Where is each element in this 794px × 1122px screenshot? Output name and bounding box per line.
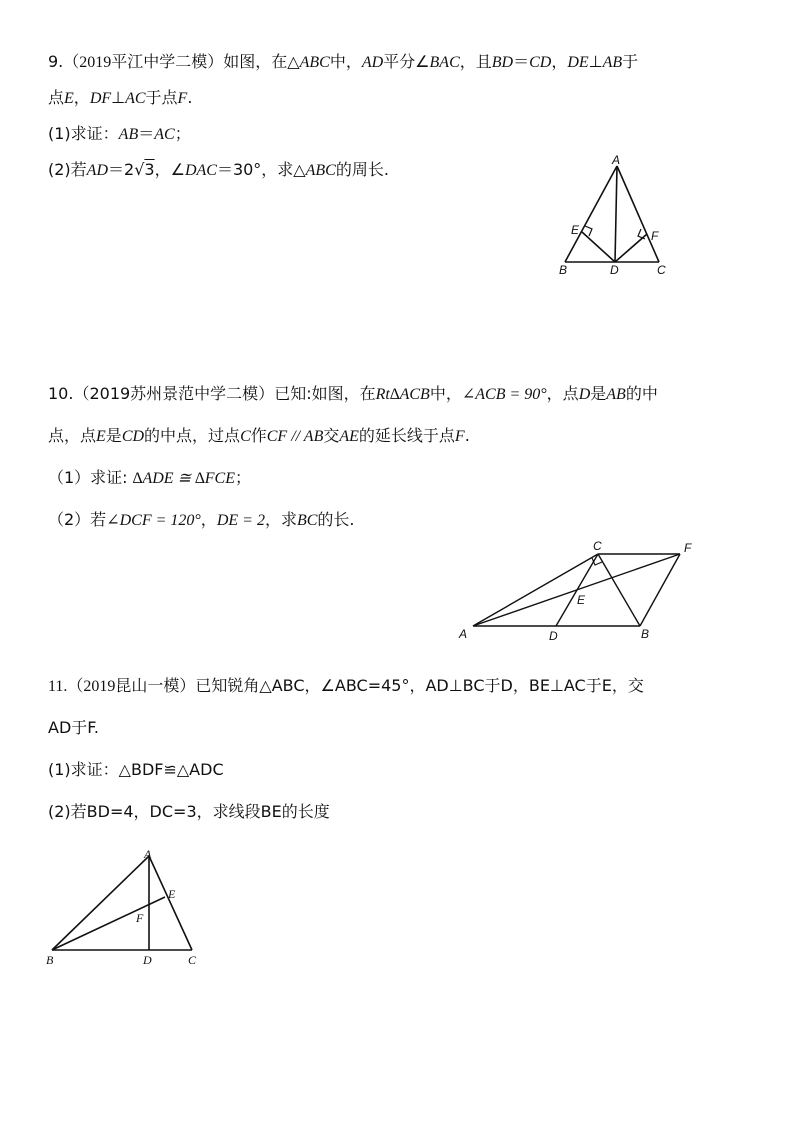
q10-label-b: B <box>641 627 650 641</box>
q11-figure <box>42 840 212 970</box>
q11-part-2: (2)若BD=4，DC=3，求线段BE的长度 <box>48 802 330 821</box>
q10-source: （2019苏州景范中学二模） <box>73 384 275 403</box>
q9-line-1: 9.（2019平江中学二模）如图，在△ABC中，AD平分∠BAC，且BD＝CD，DE⊥AB于 <box>48 52 639 71</box>
q11-label-a: A <box>144 847 152 861</box>
q11-label-c: C <box>188 953 197 967</box>
q11-source: （2019昆山一模） <box>67 678 196 695</box>
q10-label-c: C <box>593 539 602 553</box>
q11-part-1: (1)求证：△BDF≌△ADC <box>48 760 224 779</box>
q9-label-a: A <box>612 153 621 167</box>
q9-source: （2019平江中学二模） <box>63 54 224 71</box>
q10-label-d: D <box>549 629 558 643</box>
q9-line-2: 点E，DF⊥AC于点F. <box>48 88 193 107</box>
q10-label-a: A <box>459 627 468 641</box>
q11-label-b: B <box>46 953 54 967</box>
q9-number: 9. <box>48 52 64 71</box>
q11-label-f: F <box>136 911 144 925</box>
q10-line-2: 点，点E是CD的中点，过点C作CF // AB交AE的延长线于点F. <box>48 426 470 445</box>
q9-label-e: E <box>571 223 580 237</box>
q10-label-e: E <box>577 593 586 607</box>
q9-label-f: F <box>651 229 659 243</box>
q10-number: 10. <box>48 384 74 403</box>
q11-line-2: AD于F. <box>48 718 99 737</box>
q11-number: 11. <box>48 678 68 695</box>
q9-label-c: C <box>657 263 666 277</box>
q10-part-1: （1）求证: ∆ADE ≅ ∆FCE； <box>48 468 251 487</box>
q10-label-f: F <box>684 541 692 555</box>
q9-part-1: (1)求证：AB＝AC； <box>48 124 191 143</box>
q11-line-1: 11.（2019昆山一模）已知锐角△ABC，∠ABC=45°，AD⊥BC于D，BE⊥AC于E，交 <box>48 676 644 695</box>
sqrt-symbol: √ <box>134 160 145 179</box>
q9-figure <box>555 150 685 280</box>
q9-part-2: (2)若AD＝2√3，∠DAC＝30°，求△ABC的周长. <box>48 160 389 179</box>
q10-figure <box>455 538 705 648</box>
q10-line-1: 10.（2019苏州景范中学二模）已知:如图，在Rt∆ACB中，∠ACB = 90°，点D是AB的中 <box>48 384 658 403</box>
q11-label-e: E <box>168 887 176 901</box>
q9-label-d: D <box>610 263 619 277</box>
q9-label-b: B <box>559 263 568 277</box>
q10-part-2: （2）若∠DCF = 120°，DE = 2，求BC的长. <box>48 510 355 529</box>
q11-label-d: D <box>143 953 152 967</box>
